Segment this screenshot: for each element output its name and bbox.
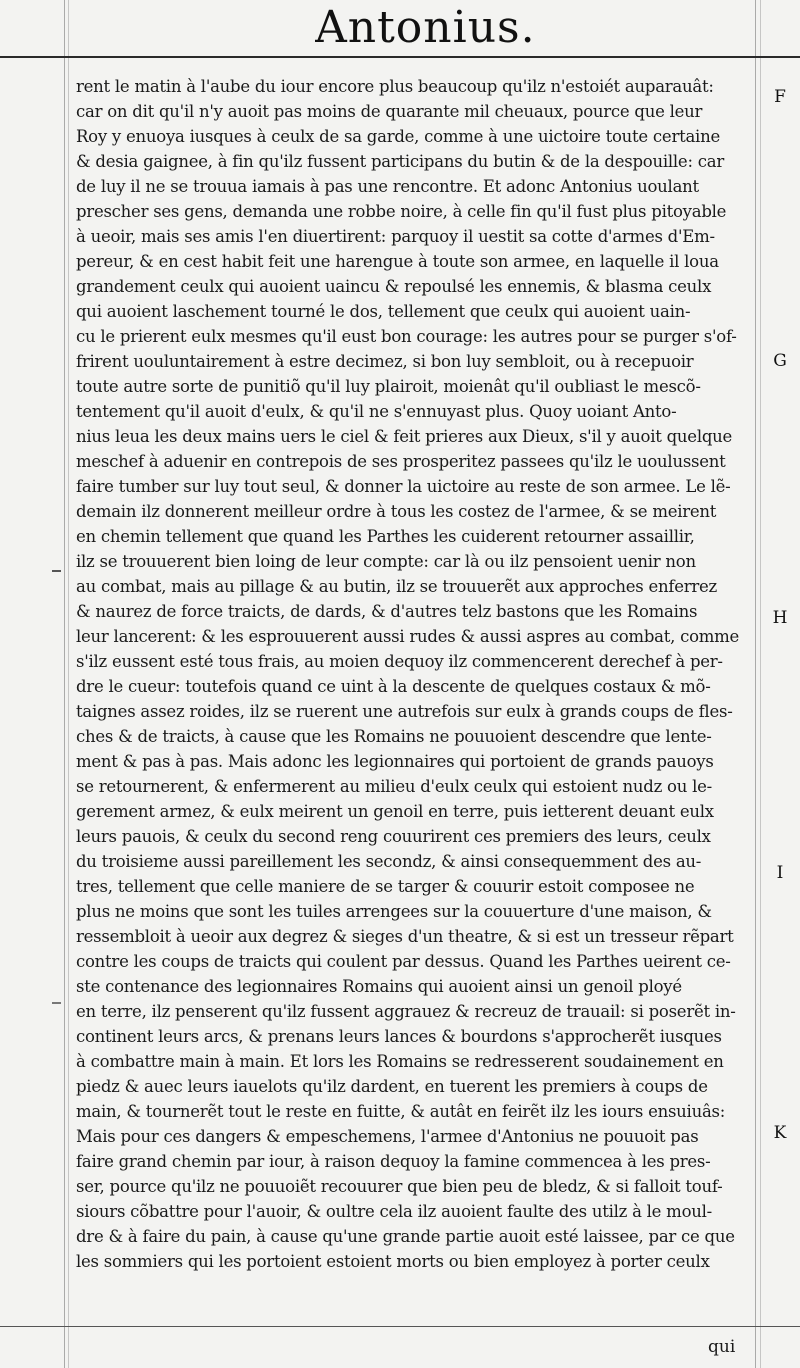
text-line: & naurez de force traicts, de dards, & d'autres telz bastons que les Romains — [76, 602, 698, 621]
text-line: car on dit qu'il n'y auoit pas moins de quarante mil cheuaux, pource que leur — [76, 102, 703, 121]
margin-marker: G — [773, 351, 787, 371]
text-line: faire grand chemin par iour, à raison dequoy la famine commencea à les pres- — [76, 1152, 711, 1171]
text-line: leurs pauois, & ceulx du second reng couurirent ces premiers des leurs, ceulx — [76, 827, 711, 846]
catchword: qui — [708, 1337, 736, 1357]
text-line: cu le prierent eulx mesmes qu'il eust bon courage: les autres pour se purger s'of- — [76, 327, 737, 346]
page-edge-line — [64, 0, 65, 1368]
text-line: plus ne moins que sont les tuiles arrengees sur la couuerture d'une maison, & — [76, 902, 712, 921]
text-line: en terre, ilz penserent qu'ilz fussent aggrauez & recreuz de trauail: si poserẽt in- — [76, 1002, 736, 1021]
margin-marker: F — [774, 87, 786, 107]
text-line: qui auoient laschement tourné le dos, tellement que ceulx qui auoient uain- — [76, 302, 691, 321]
text-line: piedz & auec leurs iauelots qu'ilz dardent, en tuerent les premiers à coups de — [76, 1077, 708, 1096]
text-line: frirent uouluntairement à estre decimez, si bon luy sembloit, ou à recepuoir — [76, 352, 694, 371]
margin-dash — [52, 570, 61, 572]
text-line: au combat, mais au pillage & au butin, ilz se trouuerẽt aux approches enferrez — [76, 577, 717, 596]
text-line: Roy y enuoya iusques à ceulx de sa garde, comme à une uictoire toute certaine — [76, 127, 720, 146]
text-line: meschef à aduenir en contrepois de ses prosperitez passees qu'ilz le uoulussent — [76, 452, 726, 471]
running-head-title: Antonius. — [315, 2, 536, 53]
text-line: ilz se trouuerent bien loing de leur compte: car là ou ilz pensoient uenir non — [76, 552, 696, 571]
margin-rule-line — [760, 0, 761, 1368]
text-line: à combattre main à main. Et lors les Romains se redresserent soudainement en — [76, 1052, 724, 1071]
text-line: grandement ceulx qui auoient uaincu & repoulsé les ennemis, & blasma ceulx — [76, 277, 712, 296]
text-line: à ueoir, mais ses amis l'en diuertirent: parquoy il uestit sa cotte d'armes d'Em- — [76, 227, 715, 246]
text-line: dre & à faire du pain, à cause qu'une grande partie auoit esté laissee, par ce que — [76, 1227, 735, 1246]
text-line: nius leua les deux mains uers le ciel & feit prieres aux Dieux, s'il y auoit quelque — [76, 427, 733, 446]
text-line: tres, tellement que celle maniere de se targer & couurir estoit composee ne — [76, 877, 695, 896]
body-text — [76, 74, 756, 1274]
text-line: contre les coups de traicts qui coulent par dessus. Quand les Parthes ueirent ce- — [76, 952, 731, 971]
text-line: se retournerent, & enfermerent au milieu d'eulx ceulx qui estoient nudz ou le- — [76, 777, 712, 796]
text-line: du troisieme aussi pareillement les secondz, & ainsi consequemment des au- — [76, 852, 702, 871]
margin-marker: I — [776, 863, 784, 883]
text-line: ser, pource qu'ilz ne pouuoiẽt recouurer que bien peu de bledz, & si falloit touf- — [76, 1177, 723, 1196]
margin-dash — [52, 1002, 61, 1004]
text-line: s'ilz eussent esté tous frais, au moien dequoy ilz commencerent derechef à per- — [76, 652, 723, 671]
text-line: dre le cueur: toutefois quand ce uint à la descente de quelques costaux & mõ- — [76, 677, 711, 696]
text-line: main, & tournerẽt tout le reste en fuitte, & autât en feirẽt ilz les iours ensuiuâs: — [76, 1102, 726, 1121]
text-line: ressembloit à ueoir aux degrez & sieges d'un theatre, & si est un tresseur rẽpart — [76, 927, 734, 946]
text-line: ment & pas à pas. Mais adonc les legionnaires qui portoient de grands pauoys — [76, 752, 714, 771]
text-line: & desia gaignee, à fin qu'ilz fussent participans du butin & de la despouille: car — [76, 152, 724, 171]
text-line: prescher ses gens, demanda une robbe noire, à celle fin qu'il fust plus pitoyable — [76, 202, 727, 221]
text-line: faire tumber sur luy tout seul, & donner la uictoire au reste de son armee. Le lẽ- — [76, 477, 731, 496]
text-line: ches & de traicts, à cause que les Romains ne pouuoient descendre que lente- — [76, 727, 712, 746]
text-line: rent le matin à l'aube du iour encore plus beaucoup qu'ilz n'estoiét auparauât: — [76, 77, 714, 96]
text-line: ste contenance des legionnaires Romains qui auoient ainsi un genoil ployé — [76, 977, 682, 996]
text-line: taignes assez roides, ilz se ruerent une autrefois sur eulx à grands coups de fles- — [76, 702, 733, 721]
header-rule — [0, 56, 800, 58]
text-line: de luy il ne se trouua iamais à pas une rencontre. Et adonc Antonius uoulant — [76, 177, 699, 196]
text-line: siours cõbattre pour l'auoir, & oultre cela ilz auoient faulte des utilz à le moul- — [76, 1202, 712, 1221]
text-line: continent leurs arcs, & prenans leurs lances & bourdons s'approcherẽt iusques — [76, 1027, 722, 1046]
page-edge-line — [68, 0, 69, 1368]
text-line: tentement qu'il auoit d'eulx, & qu'il ne s'ennuyast plus. Quoy uoiant Anto- — [76, 402, 677, 421]
margin-marker: K — [773, 1123, 787, 1143]
text-line: gerement armez, & eulx meirent un genoil en terre, puis ietterent deuant eulx — [76, 802, 714, 821]
text-line: toute autre sorte de punitiõ qu'il luy plairoit, moienât qu'il oubliast le mescõ- — [76, 377, 701, 396]
margin-marker: H — [772, 608, 788, 628]
text-line: les sommiers qui les portoient estoient morts ou bien employez à porter ceulx — [76, 1252, 710, 1271]
footer-rule — [0, 1326, 800, 1327]
text-line: pereur, & en cest habit feit une harengue à toute son armee, en laquelle il loua — [76, 252, 719, 271]
text-line: en chemin tellement que quand les Parthes les cuiderent retourner assaillir, — [76, 527, 695, 546]
text-line: leur lancerent: & les esprouuerent aussi rudes & aussi aspres au combat, comme — [76, 627, 740, 646]
text-line: Mais pour ces dangers & empeschemens, l'armee d'Antonius ne pouuoit pas — [76, 1127, 699, 1146]
text-line: demain ilz donnerent meilleur ordre à tous les costez de l'armee, & se meirent — [76, 502, 717, 521]
